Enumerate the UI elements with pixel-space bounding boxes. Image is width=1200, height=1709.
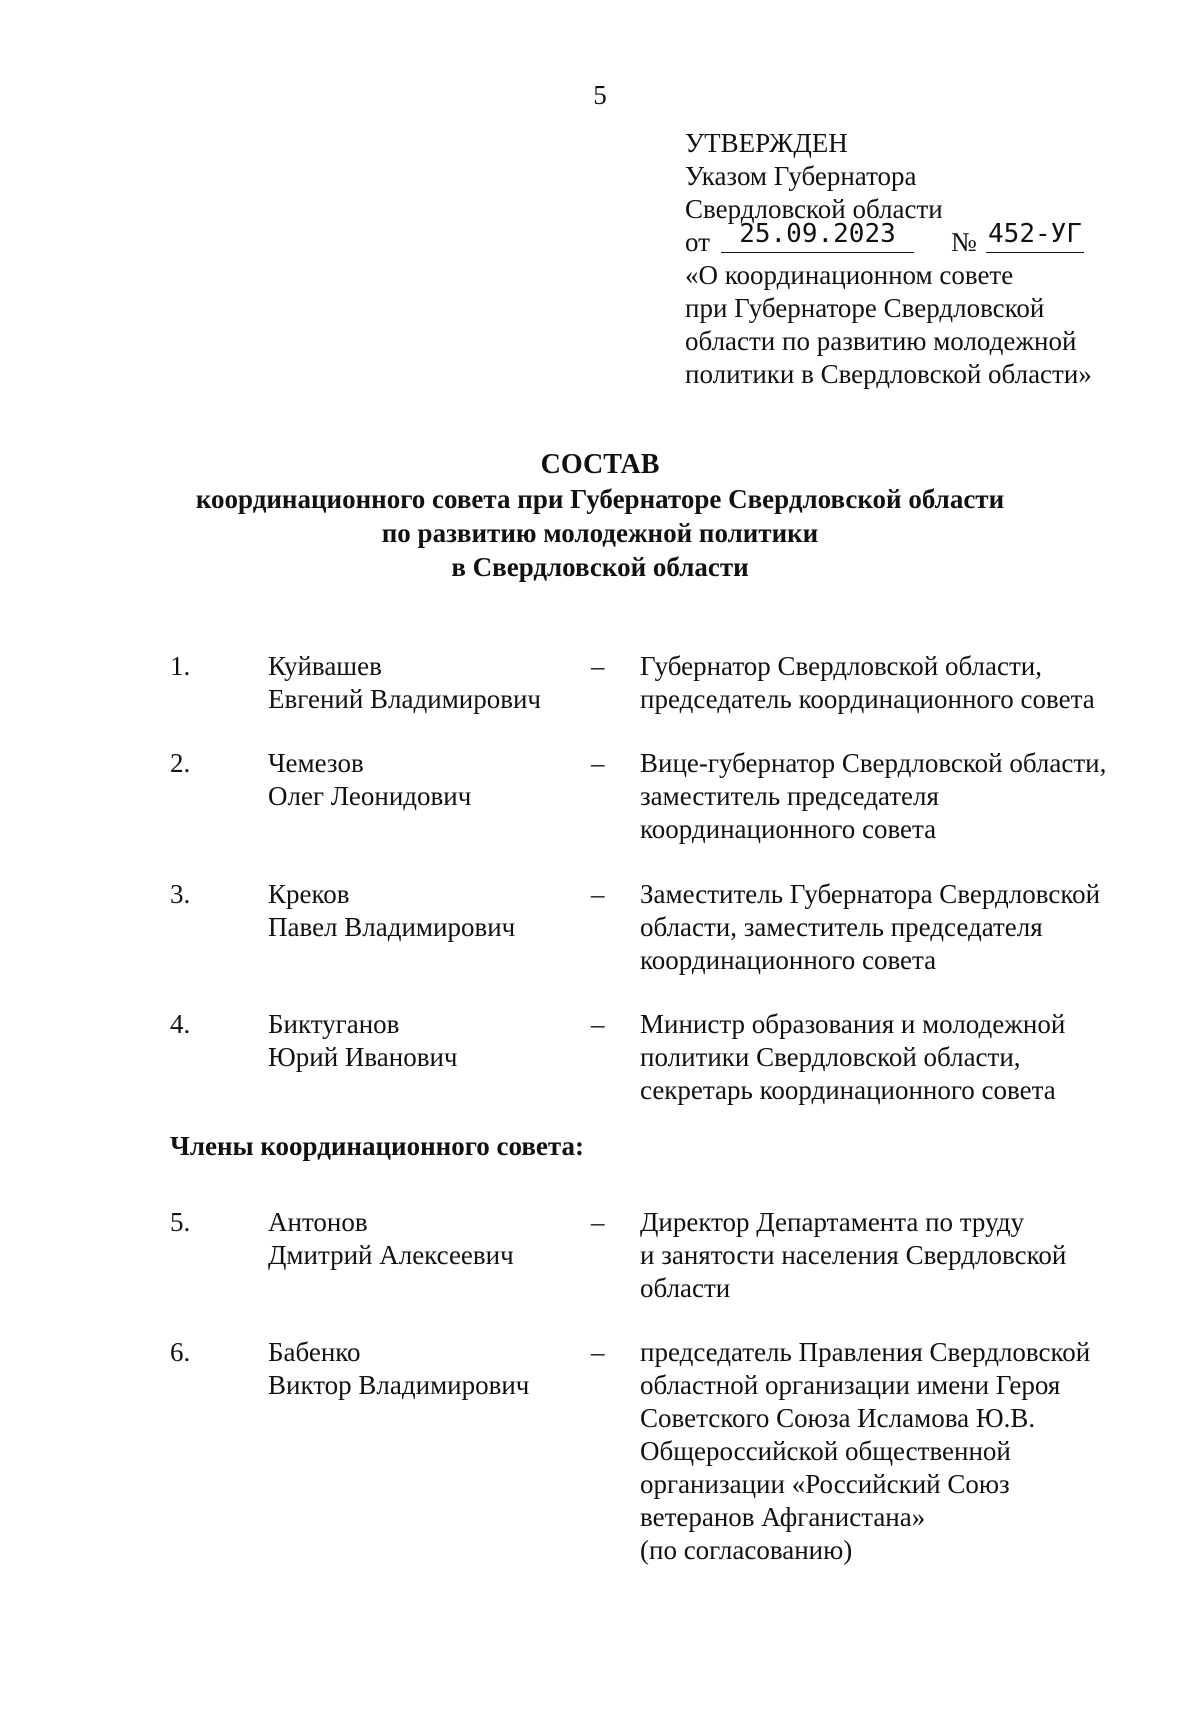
member-surname: Креков <box>268 879 350 909</box>
dash-separator: – <box>591 1207 605 1237</box>
members-heading: Члены координационного совета: <box>170 1131 584 1161</box>
member-name <box>268 1008 458 1074</box>
approval-subject-1: «О координационном совете <box>685 260 1014 290</box>
role-line: Вице-губернатор Свердловской области, <box>640 748 1107 778</box>
page-number: 5 <box>593 80 607 110</box>
number-label: № <box>951 227 977 257</box>
title-line-3: в Свердловской области <box>451 552 749 582</box>
member-name <box>268 1206 514 1272</box>
member-role <box>640 747 1140 846</box>
role-line: Советского Союза Исламова Ю.В. <box>640 1403 1036 1433</box>
title-line-2: по развитию молодежной политики <box>381 518 819 548</box>
date-value: 25.09.2023 <box>721 218 914 253</box>
approval-line-2: Свердловской области <box>685 194 943 224</box>
approval-block <box>685 127 1092 391</box>
approval-subject-2: при Губернаторе Свердловской <box>685 293 1045 323</box>
member-role <box>640 650 1140 716</box>
member-surname: Биктуганов <box>268 1009 400 1039</box>
date-label: от <box>685 227 710 257</box>
role-line: ветеранов Афганистана» <box>640 1502 926 1532</box>
role-line: Министр образования и молодежной <box>640 1009 1066 1039</box>
member-name <box>268 747 471 813</box>
role-line: (по согласованию) <box>640 1535 853 1565</box>
number-value: 452-УГ <box>986 218 1084 253</box>
member-number: 6. <box>170 1337 191 1367</box>
member-number: 1. <box>170 651 191 681</box>
role-line: области, заместитель председателя <box>640 912 1043 942</box>
member-surname: Чемезов <box>268 748 364 778</box>
dash-separator: – <box>591 1009 605 1039</box>
dash-separator: – <box>591 651 605 681</box>
member-role <box>640 1206 1140 1305</box>
role-line: секретарь координационного совета <box>640 1075 1056 1105</box>
title-line-1: координационного совета при Губернаторе Свердловской области <box>195 484 1005 514</box>
role-line: заместитель председателя <box>640 781 939 811</box>
member-name <box>268 878 515 944</box>
member-number: 2. <box>170 748 191 778</box>
role-line: председатель Правления Свердловской <box>640 1337 1091 1367</box>
member-surname: Куйвашев <box>268 651 382 681</box>
role-line: координационного совета <box>640 814 937 844</box>
dash-separator: – <box>591 748 605 778</box>
member-number: 5. <box>170 1207 191 1237</box>
member-number: 4. <box>170 1009 191 1039</box>
member-given-name: Евгений Владимирович <box>268 684 542 714</box>
approval-line-1: Указом Губернатора <box>685 161 917 191</box>
role-line: председатель координационного совета <box>640 684 1095 714</box>
role-line: координационного совета <box>640 945 937 975</box>
role-line: Заместитель Губернатора Свердловской <box>640 879 1101 909</box>
title-main: СОСТАВ <box>540 449 660 480</box>
role-line: Директор Департамента по труду <box>640 1207 1025 1237</box>
member-number: 3. <box>170 879 191 909</box>
member-role <box>640 1008 1140 1107</box>
role-line: организации «Российский Союз <box>640 1469 1010 1499</box>
member-given-name: Дмитрий Алексеевич <box>268 1240 514 1270</box>
dash-separator: – <box>591 1337 605 1367</box>
role-line: политики Свердловской области, <box>640 1042 1021 1072</box>
role-line: области <box>640 1273 731 1303</box>
approval-subject-4: политики в Свердловской области» <box>685 359 1092 389</box>
role-line: и занятости населения Свердловской <box>640 1240 1067 1270</box>
member-given-name: Виктор Владимирович <box>268 1370 530 1400</box>
member-role <box>640 1336 1140 1567</box>
member-given-name: Юрий Иванович <box>268 1042 458 1072</box>
role-line: Общероссийской общественной <box>640 1436 1011 1466</box>
document-title <box>0 448 1200 584</box>
role-line: областной организации имени Героя <box>640 1370 1061 1400</box>
member-name <box>268 650 541 716</box>
member-role <box>640 878 1140 977</box>
member-given-name: Павел Владимирович <box>268 912 516 942</box>
dash-separator: – <box>591 879 605 909</box>
approval-status: УТВЕРЖДЕН <box>685 128 848 158</box>
member-given-name: Олег Леонидович <box>268 781 472 811</box>
member-surname: Антонов <box>268 1207 368 1237</box>
member-name <box>268 1336 529 1402</box>
approval-subject-3: области по развитию молодежной <box>685 326 1077 356</box>
role-line: Губернатор Свердловской области, <box>640 651 1042 681</box>
member-surname: Бабенко <box>268 1337 361 1367</box>
approval-date-line <box>685 219 1092 259</box>
